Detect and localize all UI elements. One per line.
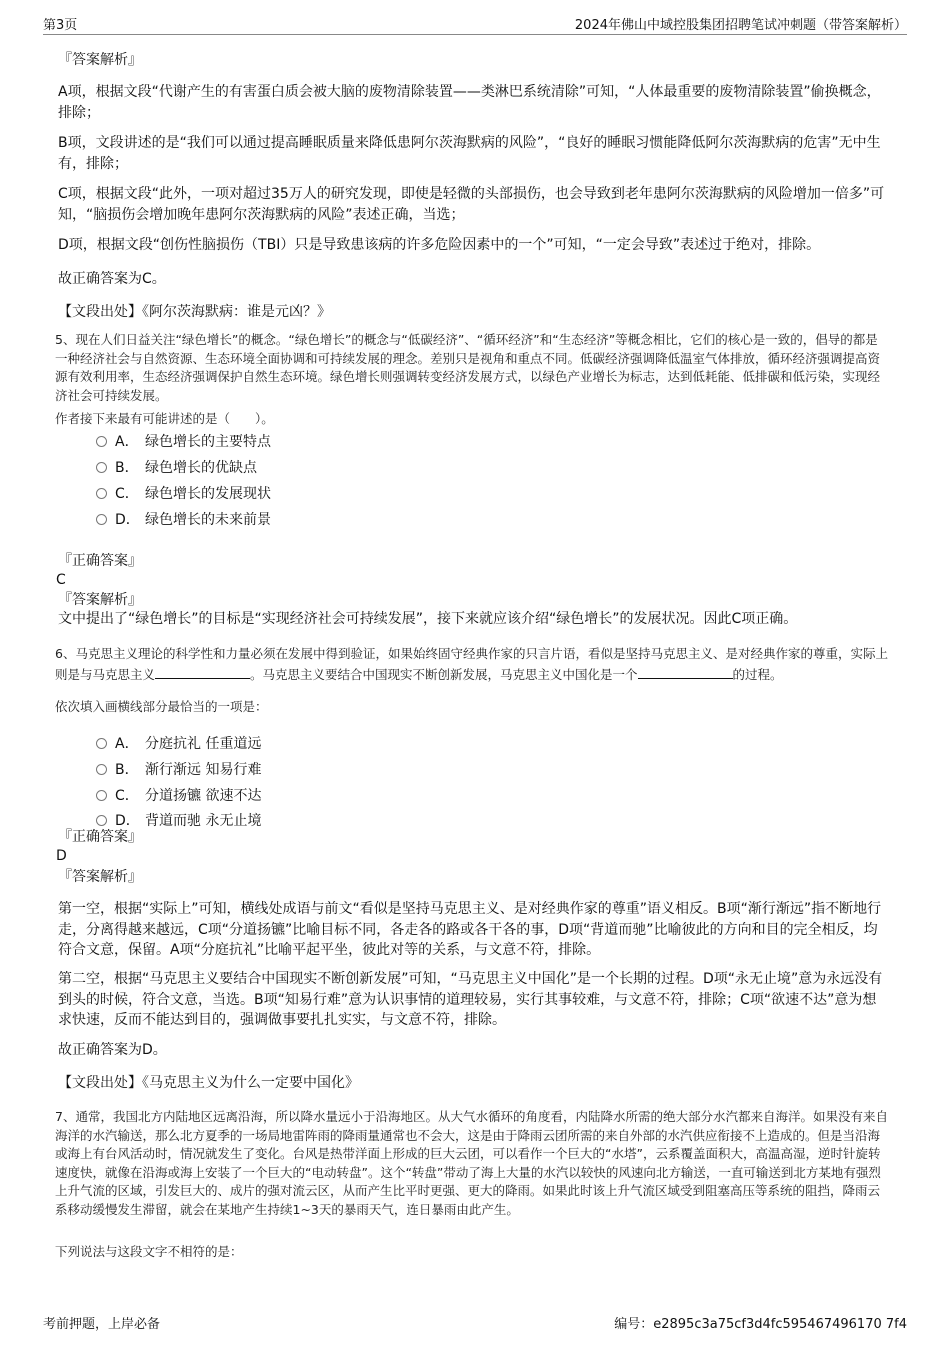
q6-analysis-p2: 第二空，根据“马克思主义要结合中国现实不断创新发展”可知，“马克思主义中国化”是一个长期的过程。D项“永无止境”意为永远没有到头的时候，符合文意，当选。B项“知易行难”意为认识事情的道理较易，实行其事较难，与文意不符，排除；C项“欲速不达”意为想求快速，反而不能达到目的，强调做事要扎扎实实，与文意不符，排除。	[58, 971, 883, 1028]
q4-analysis-d: D项，根据文段“创伤性脑损伤（TBI）只是导致患该病的许多危险因素中的一个”可知，“一定会导致”表述过于绝对，排除。	[58, 237, 821, 253]
q5-answer: C	[56, 572, 66, 588]
q7-stem: 7、通常，我国北方内陆地区远离沿海，所以降水量远小于沿海地区。从大气水循环的角度看，内陆降水所需的绝大部分水汽都来自海洋。如果没有来自海洋的水汽输送，那么北方夏季的一场局地雷阵雨的降雨量通常也不会大，这是由于降雨云团所需的来自外部的水汽供应衔接不上造成的。但是当沿海或海上有台风活动时，情况就发生了变化。台风是热带洋面上形成的巨大云团，可以看作一个巨大的“水塔”，云系覆盖面积大，高温高湿，逆时针旋转速度快，就像在沿海或海上安装了一个巨大的“电动转盘”。这个“转盘”带动了海上大量的水汽以较快的风速向北方输送，一直可输送到北方某地有强烈上升气流的区域，引发巨大的、成片的强对流云区，从而产生比平时更强、更大的降雨。如果此时该上升气流区域受到阻塞高压等系统的阻挡，降雨云系移动缓慢发生滞留，就会在某地产生持续1~3天的暴雨天气，连日暴雨由此产生。	[55, 1109, 888, 1217]
radio-icon[interactable]	[96, 436, 107, 447]
q5-option-b[interactable]: B． 绿色增长的优缺点	[96, 458, 257, 478]
footer-slogan: 考前押题，上岸必备	[43, 1317, 161, 1332]
page-header	[43, 14, 907, 35]
page-number: 第3页	[43, 18, 78, 33]
radio-icon[interactable]	[96, 488, 107, 499]
radio-icon[interactable]	[96, 764, 107, 775]
q5-stem: 5、现在人们日益关注“绿色增长”的概念。“绿色增长”的概念与“低碳经济”、“循环经济”和“生态经济”等概念相比，它们的核心是一致的，倡导的都是一种经济社会与自然资源、生态环境全面协调和可持续发展的理念。差别只是视角和重点不同。低碳经济强调降低温室气体排放，循环经济强调提高资源有效利用率，生态经济强调保护自然生态环境。绿色增长则强调转变经济发展方式，以绿色产业增长为标志，达到低耗能、低排碳和低污染，实现经济社会可持续发展。	[55, 332, 881, 403]
radio-icon[interactable]	[96, 514, 107, 525]
q6-conclusion: 故正确答案为D。	[58, 1042, 167, 1058]
q6-analysis-p1: 第一空，根据“实际上”可知，横线处成语与前文“看似是坚持马克思主义、是对经典作家的尊重”语义相反。B项“渐行渐远”指不断地行走，分离得越来越远，C项“分道扬镳”比喻目标不同，各走各的路或各干各的事，D项“背道而驰”比喻彼此的方向和目的完全相反，均符合文意，保留。A项“分庭抗礼”比喻平起平坐，彼此对等的关系，与文意不符，排除。	[58, 901, 882, 958]
page-footer	[43, 1313, 907, 1332]
fill-blank-1	[155, 664, 250, 679]
fill-blank-2	[638, 664, 733, 679]
q5-answer-label: 『正确答案』	[58, 553, 142, 569]
q6-question: 依次填入画横线部分最恰当的一项是：	[55, 699, 268, 714]
q4-conclusion: 故正确答案为C。	[58, 271, 166, 287]
q4-analysis-a: A项，根据文段“代谢产生的有害蛋白质会被大脑的废物清除装置——类淋巴系统清除”可知，“人体最重要的废物清除装置”偷换概念，排除；	[58, 84, 881, 121]
q6-option-b[interactable]: B． 渐行渐远 知易行难	[96, 760, 261, 780]
q4-analysis-c: C项，根据文段“此外，一项对超过35万人的研究发现，即使是轻微的头部损伤，也会导致到老年患阿尔茨海默病的风险增加一倍多”可知，“脑损伤会增加晚年患阿尔茨海默病的风险”表述正确，当选；	[58, 186, 885, 223]
q5-option-c[interactable]: C． 绿色增长的发展现状	[96, 484, 271, 504]
document-code: 编号：e2895c3a75cf3d4fc595467496170 7f4	[614, 1317, 907, 1332]
q5-question: 作者接下来最有可能讲述的是（ ）。	[55, 411, 274, 426]
radio-icon[interactable]	[96, 462, 107, 473]
q5-analysis: 文中提出了“绿色增长”的目标是“实现经济社会可持续发展”，接下来就应该介绍“绿色增长”的发展状况。因此C项正确。	[58, 611, 798, 627]
q6-option-c[interactable]: C． 分道扬镳 欲速不达	[96, 786, 261, 806]
q5-analysis-label: 『答案解析』	[58, 592, 142, 608]
q5-option-d[interactable]: D． 绿色增长的未来前景	[96, 510, 271, 530]
q7-question: 下列说法与这段文字不相符的是：	[55, 1244, 243, 1259]
q6-stem: 6、马克思主义理论的科学性和力量必须在发展中得到验证，如果始终固守经典作家的只言片语，看似是坚持马克思主义、是对经典作家的尊重，实际上则是与马克思主义 。马克思主义要结合中国现实不断创新发展，马克思主义中国化是一个 的过程。	[55, 646, 888, 682]
q6-analysis-label: 『答案解析』	[58, 869, 142, 885]
document-title: 2024年佛山中域控股集团招聘笔试冲刺题（带答案解析）	[574, 18, 907, 33]
radio-icon[interactable]	[96, 738, 107, 749]
q6-option-a[interactable]: A． 分庭抗礼 任重道远	[96, 734, 261, 754]
radio-icon[interactable]	[96, 790, 107, 801]
q6-answer: D	[56, 848, 67, 864]
q6-source: 【文段出处】《马克思主义为什么一定要中国化》	[58, 1075, 359, 1091]
q4-source: 【文段出处】《阿尔茨海默病：谁是元凶？》	[58, 304, 331, 320]
q5-option-a[interactable]: A． 绿色增长的主要特点	[96, 432, 271, 452]
radio-icon[interactable]	[96, 815, 107, 826]
q6-answer-label: 『正确答案』	[58, 829, 142, 845]
q4-analysis-label: 『答案解析』	[58, 52, 142, 68]
q6-option-d[interactable]: D． 背道而驰 永无止境	[96, 811, 261, 831]
q4-analysis-b: B项，文段讲述的是“我们可以通过提高睡眠质量来降低患阿尔茨海默病的风险”，“良好的睡眠习惯能降低阿尔茨海默病的危害”无中生有，排除；	[58, 135, 881, 172]
